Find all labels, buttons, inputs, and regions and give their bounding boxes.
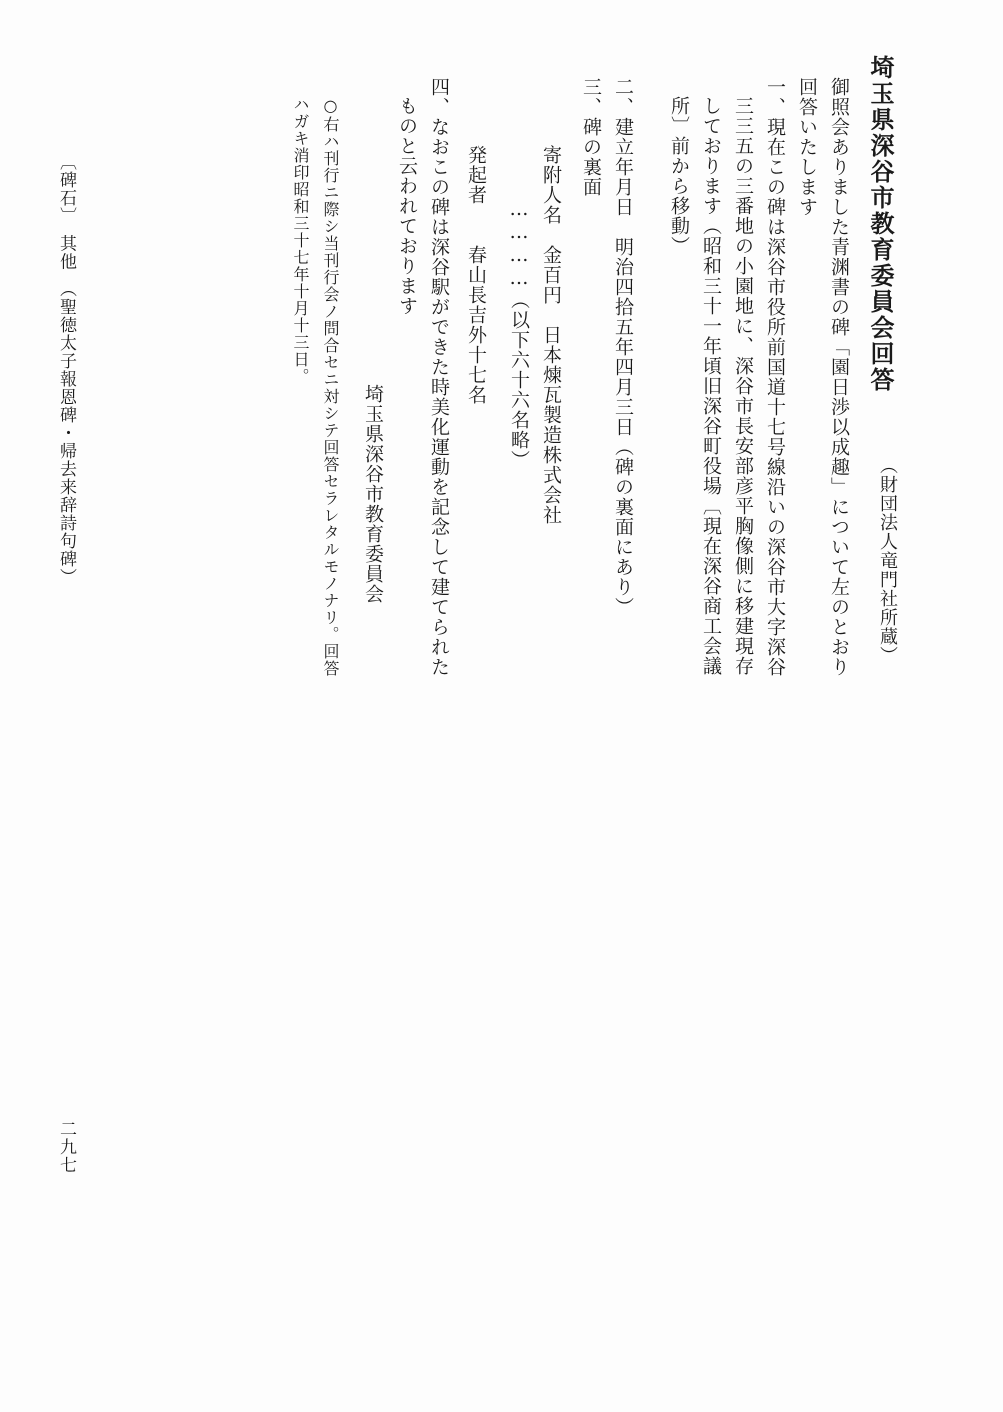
- omitted-line: …………（以下六十六名略）: [508, 198, 530, 470]
- item4-line-2: ものと云われております: [396, 96, 418, 316]
- intro-line-2: 回答いたします: [796, 77, 818, 217]
- publisher-note-line-2: ハガキ消印昭和三十七年十月十三日。: [291, 96, 310, 385]
- document-title: 埼玉県深谷市教育委員会回答: [866, 55, 895, 393]
- page-number: 二九七: [56, 1120, 76, 1174]
- publisher-note-line-1: ○右ハ刊行ニ際シ当刊行会ノ問合セニ対シテ回答セラレタルモノナリ。回答: [321, 96, 340, 677]
- initiator-line: 発起者 春山長吉外十七名: [465, 145, 487, 405]
- item2-line: 二、建立年月日 明治四拾五年四月三日（碑の裏面にあり）: [612, 77, 634, 617]
- item3-line: 三、碑の裏面: [580, 77, 602, 197]
- donor-line: 寄附人名 金百円 日本煉瓦製造株式会社: [540, 145, 562, 525]
- item1-line-4: 所〕前から移動）: [668, 96, 690, 256]
- signature: 埼玉県深谷市教育委員会: [362, 384, 384, 604]
- item4-line-1: 四、なおこの碑は深谷駅ができた時美化運動を記念して建てられた: [428, 77, 450, 677]
- item1-line-2: 三三五の三番地の小園地に、深谷市長安部彦平胸像側に移建現存: [732, 96, 754, 676]
- intro-line-1: 御照会ありました青渊書の碑「園日渉以成趣」について左のとおり: [828, 77, 850, 677]
- item1-line-3: しております（昭和三十一年頃旧深谷町役場〔現在深谷商工会議: [700, 96, 722, 676]
- owner-note: （財団法人竜門社所蔵）: [877, 456, 898, 665]
- footer-section-label: 〔碑石〕 其他 （聖徳太子報恩碑・帰去来辞詩句碑）: [56, 153, 76, 586]
- item1-line-1: 一、現在この碑は深谷市役所前国道十七号線沿いの深谷市大字深谷: [764, 77, 786, 677]
